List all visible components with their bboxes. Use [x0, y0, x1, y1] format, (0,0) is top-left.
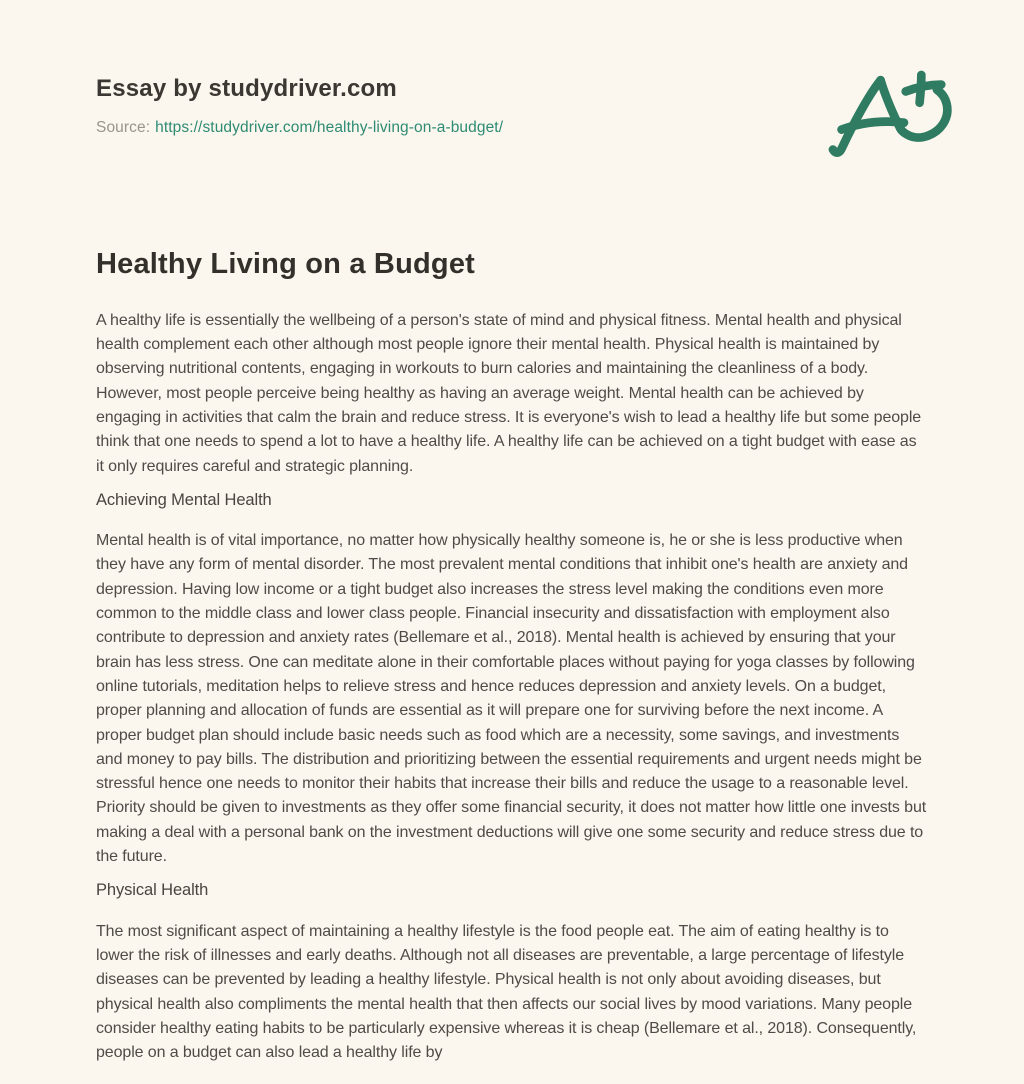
source-line — [96, 119, 928, 137]
section-heading-achieving-mental-health: Achieving Mental Health — [96, 490, 272, 509]
source-link[interactable]: https://studydriver.com/healthy-living-on-a-budget/ — [155, 119, 504, 136]
essay-byline: Essay by studydriver.com — [96, 75, 397, 102]
source-label: Source: — [96, 119, 151, 136]
physical-health-paragraph: The most significant aspect of maintaining a healthy lifestyle is the food people eat. The aim of eating healthy is to lower the risk of illnesses and early deaths. Although not all diseases are preventable, a large percentage of lifestyle diseases can be prevented by leading a healthy lifestyle. Physical health is not only about avoiding diseases, but physical health also compliments the mental health that then affects our social lives by mood variations. Many people consider healthy eating habits to be particularly expensive whereas it is cheap (Bellemare et al., 2018). Consequently, people on a budget can also lead a healthy life by — [96, 922, 917, 1062]
article-body — [96, 309, 928, 1066]
intro-paragraph: A healthy life is essentially the wellbeing of a person's state of mind and physical fitness. Mental health and physical health complement each other although most people ignore their mental health. Physical health is maintained by observing nutritional contents, engaging in workouts to burn calories and maintaining the cleanliness of a body. However, most people perceive being healthy as having an average weight. Mental health can be achieved by engaging in activities that calm the brain and reduce stress. It is everyone's wish to lead a healthy life but some people think that one needs to spend a lot to have a healthy life. A healthy life can be achieved on a tight budget with ease as it only requires careful and strategic planning. — [96, 311, 922, 475]
mental-health-paragraph: Mental health is of vital importance, no matter how physically healthy someone is, he or she is less productive when they have any form of mental disorder. The most prevalent mental conditions that inhibit one's health are anxiety and depression. Having low income or a tight budget also increases the stress level making the conditions even more common to the middle class and lower class people. Financial insecurity and dissatisfaction with employment also contribute to depression and anxiety rates (Bellemare et al., 2018). Mental health is achieved by ensuring that your brain has less stress. One can meditate alone in their comfortable places without paying for yoga classes by following online tutorials, meditation helps to relieve stress and hence reduces depression and anxiety levels. On a budget, proper planning and allocation of funds are essential as it will prepare one for surviving before the next income. A proper budget plan should include basic needs such as food which are a necessity, some savings, and investments and money to pay bills. The distribution and prioritizing between the essential requirements and urgent needs might be stressful hence one needs to monitor their habits that increase their bills and reduce the usage to a reasonable level. Priority should be given to investments as they offer some financial security, it does not matter how little one invests but making a deal with a personal bank on the investment deductions will give one some security and reduce stress due to the future. — [96, 532, 927, 866]
document-header — [96, 74, 928, 137]
studydriver-a-plus-logo-icon — [826, 62, 956, 166]
section-heading-physical-health: Physical Health — [96, 881, 209, 900]
article-title: Healthy Living on a Budget — [96, 248, 475, 280]
